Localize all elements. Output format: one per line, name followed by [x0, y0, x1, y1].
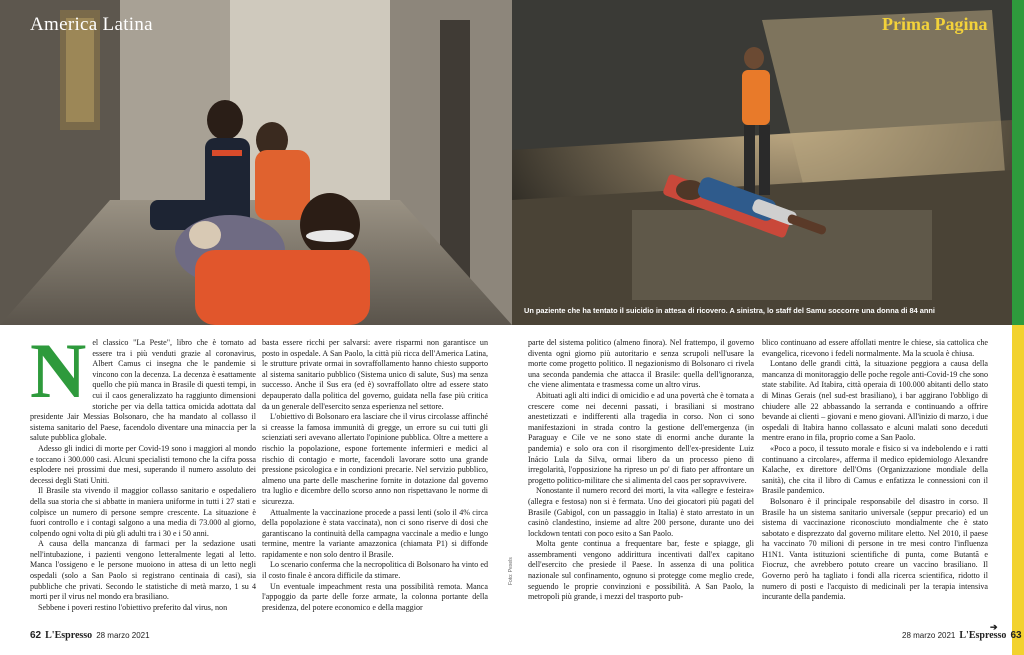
paragraph: parte del sistema politico (almeno finora). Nel frattempo, il governo diventa ogni giorno più autoritario e senza scrupoli nell'usare la morte come progetto politico. Il negazionismo di Bolsonaro ci rivela una seconda pandemia che attacca il Brasile: quella dell'ignoranza, che viene alimentata e trasmessa come un altro virus. — [528, 338, 754, 390]
drop-cap: N — [30, 327, 87, 414]
issue-date-left: 28 marzo 2021 — [96, 631, 150, 640]
article-column-1 — [30, 327, 256, 613]
photo-paramedics — [0, 0, 512, 325]
paragraph: L'obiettivo di Bolsonaro era lasciare che il virus circolasse affinché si creasse la famosa immunità di gregge, un errore su cui tutti gli scienziati seri avevano allertato l'opinione pubblica. Oltre a mettere a rischio la popolazione, espone fortemente infermieri e medici al rischio di contagio e morte, facendoli lavorare sotto una grande pressione psicologica e in condizioni precarie. Nel servizio pubblico, almeno una parte delle mascherine fornite in dotazione dal governo tra luglio e dicembre dello scorso anno non rispettavano le norme di sicurezza. — [262, 412, 488, 506]
photo-credit: Foto: Pexels — [508, 557, 514, 585]
footer-right — [902, 630, 1022, 641]
issue-date-right: 28 marzo 2021 — [902, 631, 956, 640]
paragraph: Lontano delle grandi città, la situazione peggiora a causa della mancanza di monitoraggio delle poche regole anti-Covid-19 che sono state stabilite. Ad Itabira, città operaia di 100.000 abitanti dello stato di Minas Gerais (nel sud-est brasiliano), i bar aggirano l'obbligo di chiudere alle 22 abbassando la serranda e continuando a offrire bevande ai clienti – giovani e meno giovani. All'inizio di marzo, i due ospedali di Itabira hanno collassato e alcuni malati sono deceduti mentre erano in fila, proprio come a San Paolo. — [762, 359, 988, 443]
article-column-3 — [528, 338, 754, 603]
paragraph: «Poco a poco, il tessuto morale e fisico si va indebolendo e i ratti continuano a circolare», afferma il medico epidemiologo Alexandre Kalache, ex direttore dell'Oms (Organizzazione mondiale della sanità), che cita il libro di Camus e enfatizza le connessioni con il Brasile pandemico. — [762, 443, 988, 496]
paragraph: blico continuano ad essere affollati mentre le chiese, sia cattolica che evangelica, ricevono i fedeli normalmente. Ma la scuola è chiusa. — [762, 338, 988, 358]
paragraph: Adesso gli indici di morte per Covid-19 sono i maggiori al mondo e toccano i 300.000 casi. Alcuni specialisti temono che la cifra possa esplodere nei prossimi due mesi, superando il numero assoluto dei decessi degli Stati Uniti. — [30, 443, 256, 485]
section-label-prima-pagina: Prima Pagina — [882, 14, 988, 34]
article-column-4 — [762, 338, 988, 603]
page-number-left: 62 — [30, 630, 42, 641]
footer-left — [30, 630, 150, 641]
paragraph: Molta gente continua a frequentare bar, feste e spiagge, gli assembramenti vengono addirittura incentivati dall'ex capitano dell'esercito che presiede il Paese. In assenza di una politica nazionale sul confinamento, ognuno si protegge come meglio crede, seguendo le proprie convinzioni e possibilità. A San Paolo, la metropoli più grande, i mezzi del trasporto pub- — [528, 539, 754, 602]
paragraph: Lo scenario conferma che la necropolitica di Bolsonaro ha vinto ed il costo finale è ancora difficile da stimare. — [262, 560, 488, 581]
paragraph: Sebbene i poveri restino l'obiettivo preferito dal virus, non — [38, 602, 228, 612]
paragraph: Bolsonaro è il principale responsabile del disastro in corso. Il Brasile ha un sistema sanitario universale (seppur precario) ed un sistema di vaccinazione riconosciuto mondialmente che è stato sabotato e disprezzato dal governo militare eletto. Nel 2010, il paese ha vaccinato 70 milioni di persone in tre mesi contro l'influenza H1N1. Vanta istituzioni scientifiche di punta, come Butantã e Fiocruz, che avrebbero potuto creare un vaccino brasiliano. Il Governo però ha tagliato i fondi alla ricerca scientifica, ridotto il numero di posti e l'acquisto di medicinali per la terapia intensiva incurante della pandemia. — [762, 496, 988, 602]
paragraph: Abituati agli alti indici di omicidio e ad una povertà che è tornata a crescere come nei decenni passati, i brasiliani si mostrano anestetizzati e indifferenti alla tragedia in corso. Non ci sono manifestazioni in strada contro la gestione dell'emergenza (in Paraguay e Cile ve ne sono state di enormi anche durante la pandemia) e solo ora con il risorgimento dell'ex-presidente Luiz Inácio Lula da Silva, ormai libero da un processo pieno di irregolarità, l'opposizione ha ripreso un po' di fiato per affrontare un progetto politico-militare che si alimenta del caos per sopravvivere. — [528, 390, 754, 485]
accent-bar-green — [1012, 0, 1024, 325]
paragraph: Nonostante il numero record dei morti, la vita «allegre e festeira» (allegra e festosa) non si è fermata. Uno dei giocatori più pagati del Brasile (Gabigol, con un passaggio in Italia) è stato arrestato in un casinò clandestino, insieme ad altre 200 persone, durante uno dei lockdown tentati con poco esito a San Paolo. — [528, 486, 754, 538]
photo-patient-illustration — [512, 0, 1012, 325]
paragraph: Il Brasile sta vivendo il maggior collasso sanitario e ospedaliero della sua storia che si abbatte in maniera uniforme in tutti i 27 stati e colpisce un numero di persone sempre crescente. La situazione è fuori controllo e i contagi salgono a una media di 73.000 al giorno, colpendo ogni volta di più gli adulti tra i 30 e i 50 anni. — [30, 486, 256, 538]
paragraph: el classico "La Peste", libro che è tornato ad essere tra i più venduti grazie al coronavirus, Albert Camus ci insegna che le pandemie si vincono con la decenza. La decenza è esattamente quello che più manca in Brasile di questi tempi, in cui il caos generalizzato ha raggiunto dimensioni storiche per via della tattica omicida adottata dal presidente Jair Messias Bolsonaro, che ha mandato al collasso il sistema sanitario del Paese, facendolo diventare una minaccia per la salute pubblica globale. — [30, 338, 256, 443]
photo-patient-waiting — [512, 0, 1012, 325]
paragraph: A causa della mancanza di farmaci per la sedazione usati nell'intubazione, i pazienti vengono letteralmente legati al letto. Manca l'ossigeno e le persone muoiono in attesa di un letto negli ospedali (solo a San Paolo si registrano centinaia di casi), sia pubbliche che privati. Secondo le statistiche di metà marzo, 1 su 4 morti per il virus nel mondo era brasiliano. — [30, 539, 256, 602]
photo-paramedics-illustration — [0, 0, 512, 325]
accent-bar-yellow — [1012, 325, 1024, 655]
photo-caption: Un paziente che ha tentato il suicidio in attesa di ricovero. A sinistra, lo staff del Samu soccorre una donna di 84 anni — [524, 306, 935, 315]
paragraph: Un eventuale impeachment resta una possibilità remota. Manca l'appoggio da parte delle forze armate, la colonna portante della presidenza, del potere economico e della maggior — [262, 581, 488, 612]
magazine-brand-left: L'Espresso — [45, 630, 93, 641]
page-number-right: 63 — [1010, 630, 1022, 641]
article-column-2 — [262, 338, 488, 613]
continue-arrow-icon: ➔ — [990, 622, 998, 632]
section-label-america-latina: America Latina — [30, 14, 153, 35]
paragraph: Attualmente la vaccinazione procede a passi lenti (solo il 4% circa della popolazione è stata vaccinata), non ci sono riserve di dosi che garantiscano la continuità della campagna vaccinale a medio e lungo termine, mentre la variante amazzonica (chiamata P1) si diffonde rapidamente e non solo dentro il Brasile. — [262, 507, 488, 559]
paragraph: basta essere ricchi per salvarsi: avere risparmi non garantisce un posto in ospedale. A San Paolo, la città più ricca dell'America Latina, le strutture private ormai in sovraffollamento hanno chiesto supporto al sistema sanitario pubblico (Sistema unico di salute, Sus) ma senza successo. Anche il Sus era (ed è) sovraffollato oltre ad essere stato depauperato dalla politica del governo, guidata nella fase più critica da un generale dell'esercito senza esperienza nel settore. — [262, 338, 488, 411]
magazine-brand-right: L'Espresso — [959, 630, 1007, 641]
